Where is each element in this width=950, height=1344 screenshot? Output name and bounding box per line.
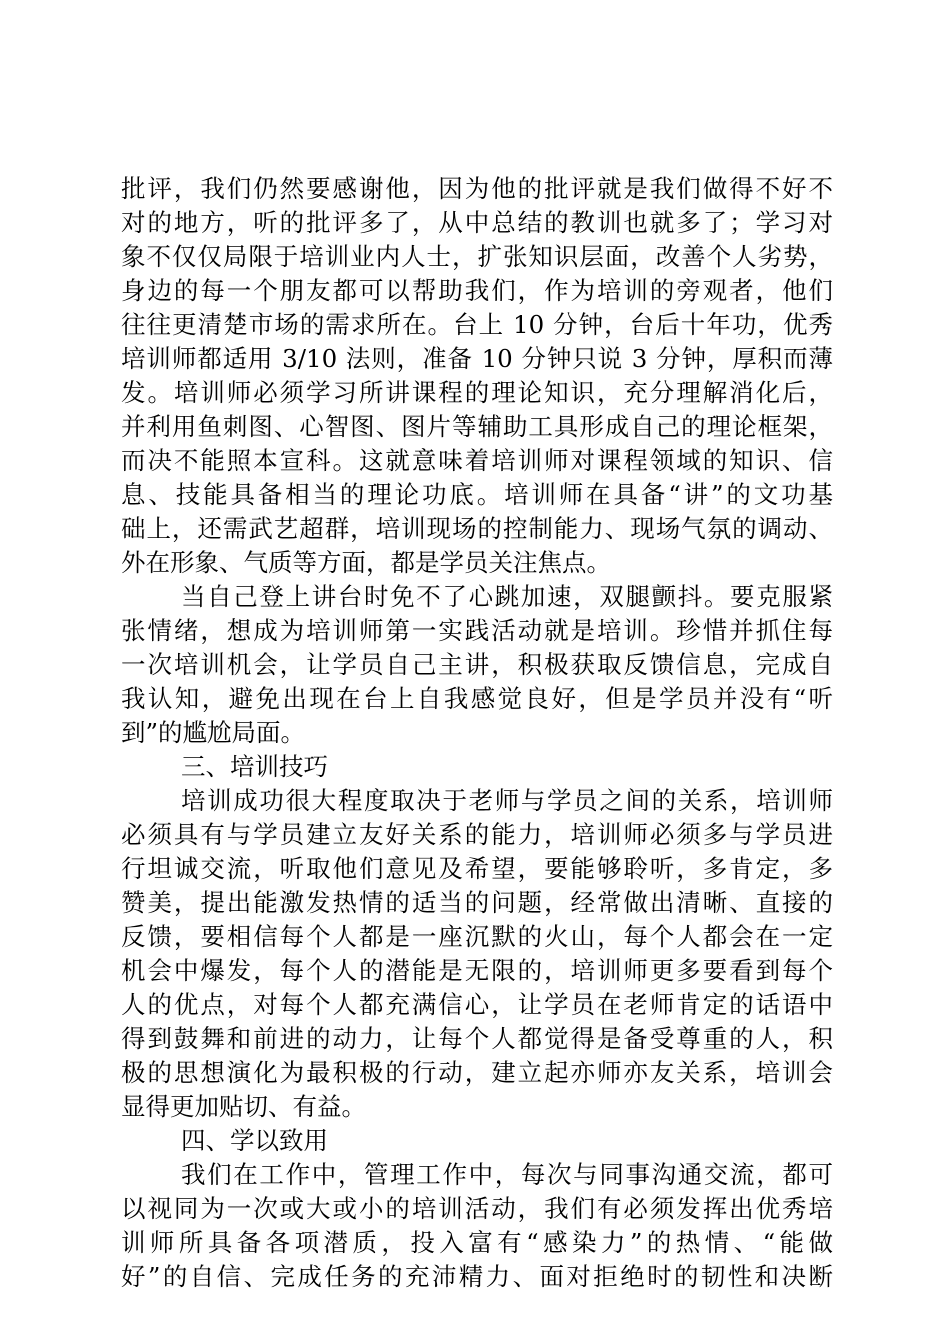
text-line: 反馈，要相信每个人都是一座沉默的火山，每个人都会在一定 [121, 922, 833, 951]
text-line: 培训成功很大程度取决于老师与学员之间的关系，培训师 [181, 786, 833, 815]
text-line: 得到鼓舞和前进的动力，让每个人都觉得是备受尊重的人，积 [121, 1024, 833, 1053]
text-line: 础上，还需武艺超群，培训现场的控制能力、现场气氛的调动、 [121, 514, 833, 543]
text-line: 行坦诚交流，听取他们意见及希望，要能够聆听，多肯定，多 [121, 854, 833, 883]
text-line: 训师所具备各项潜质，投入富有“感染力”的热情、“能做 [121, 1228, 833, 1257]
text-line: 人的优点，对每个人都充满信心，让学员在老师肯定的话语中 [121, 990, 833, 1019]
text-line: 好”的自信、完成任务的充沛精力、面对拒绝时的韧性和决断 [121, 1262, 833, 1291]
text-line: 外在形象、气质等方面，都是学员关注焦点。 [121, 548, 611, 577]
text-line: 并利用鱼刺图、心智图、图片等辅助工具形成自己的理论框架， [121, 412, 833, 441]
text-line: 以视同为一次或大或小的培训活动，我们有必须发挥出优秀培 [121, 1194, 833, 1223]
text-line: 身边的每一个朋友都可以帮助我们，作为培训的旁观者，他们 [121, 276, 833, 305]
section-heading: 三、培训技巧 [181, 752, 328, 781]
text-line: 我认知，避免出现在台上自我感觉良好，但是学员并没有“听 [121, 684, 833, 713]
text-line: 象不仅仅局限于培训业内人士，扩张知识层面，改善个人劣势， [121, 242, 833, 271]
text-line: 当自己登上讲台时免不了心跳加速，双腿颤抖。要克服紧 [181, 582, 833, 611]
text-line: 对的地方，听的批评多了，从中总结的教训也就多了；学习对 [121, 208, 833, 237]
text-line: 极的思想演化为最积极的行动，建立起亦师亦友关系，培训会 [121, 1058, 833, 1087]
text-line: 一次培训机会，让学员自己主讲，积极获取反馈信息，完成自 [121, 650, 833, 679]
text-line: 必须具有与学员建立友好关系的能力，培训师必须多与学员进 [121, 820, 833, 849]
text-line: 往往更清楚市场的需求所在。台上 10 分钟，台后十年功，优秀 [121, 310, 833, 339]
text-line: 赞美，提出能激发热情的适当的问题，经常做出清晰、直接的 [121, 888, 833, 917]
text-line: 到”的尴尬局面。 [121, 718, 306, 747]
text-line: 机会中爆发，每个人的潜能是无限的，培训师更多要看到每个 [121, 956, 833, 985]
text-line: 我们在工作中，管理工作中，每次与同事沟通交流，都可 [181, 1160, 833, 1189]
text-line: 显得更加贴切、有益。 [121, 1092, 366, 1121]
text-line: 发。培训师必须学习所讲课程的理论知识，充分理解消化后， [121, 378, 833, 407]
section-heading: 四、学以致用 [181, 1126, 328, 1155]
text-line: 培训师都适用 3/10 法则，准备 10 分钟只说 3 分钟，厚积而薄 [121, 344, 833, 373]
text-line: 息、技能具备相当的理论功底。培训师在具备“讲”的文功基 [121, 480, 833, 509]
text-line: 张情绪，想成为培训师第一实践活动就是培训。珍惜并抓住每 [121, 616, 833, 645]
text-line: 批评，我们仍然要感谢他，因为他的批评就是我们做得不好不 [121, 174, 833, 203]
text-line: 而决不能照本宣科。这就意味着培训师对课程领域的知识、信 [121, 446, 833, 475]
